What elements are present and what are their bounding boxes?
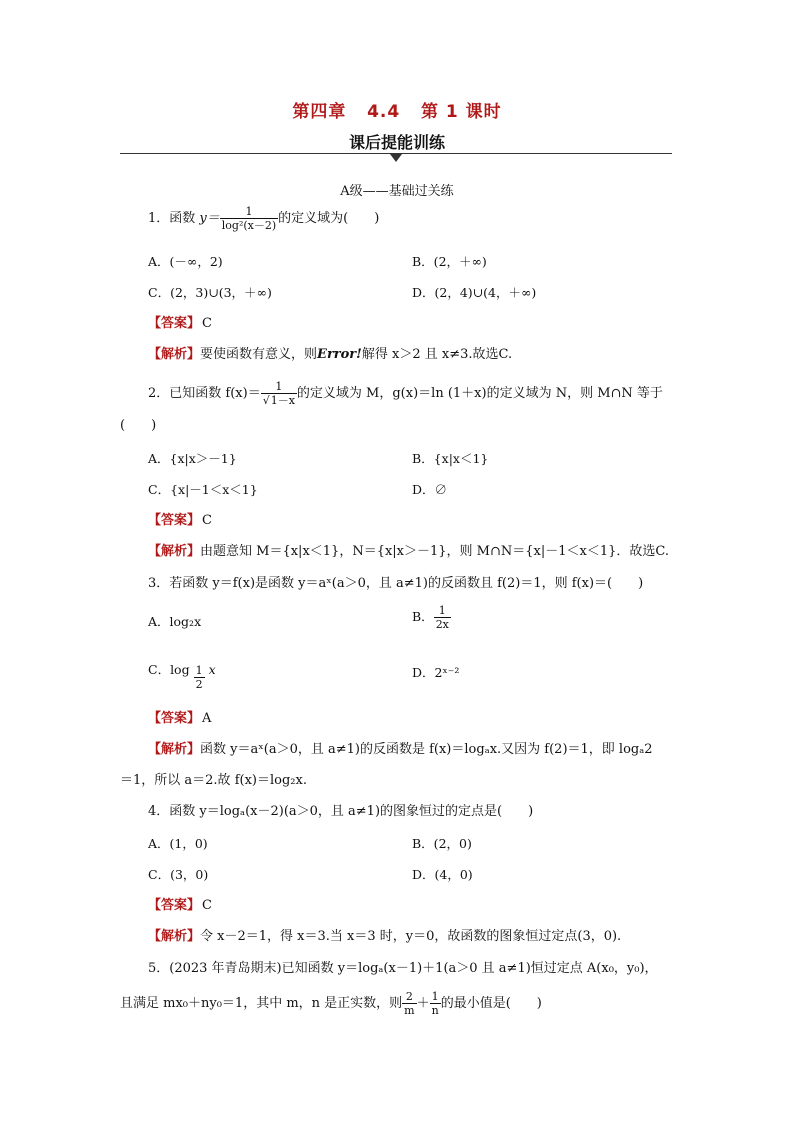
q2-option-d: D．∅ <box>412 482 448 497</box>
q4-option-b: B．(2，0) <box>412 836 472 851</box>
q4-option-a: A．(1，0) <box>148 836 208 851</box>
q4-analysis: 【解析】令 x－2＝1，得 x＝3.当 x＝3 时，y＝0，故函数的图象恒过定点(3，0). <box>148 929 622 944</box>
question-4: 4．函数 y＝logₐ(x－2)(a＞0，且 a≠1)的图象恒过的定点是( ) <box>148 804 534 819</box>
q5-continuation: 且满足 mx₀＋ny₀＝1，其中 m，n 是正实数，则 $\frac{2}{m}$ ＋ $\frac{1}{n}$ 的最小值是( ) <box>120 990 542 1017</box>
q3-option-a: A．log₂x <box>148 614 202 629</box>
q2-answer: 【答案】 C <box>148 513 212 528</box>
q1-option-a: A．(－∞，2) <box>148 254 223 269</box>
q5-fraction-1: $\frac{2}{m}$ <box>404 990 415 1017</box>
q4-option-c: C．(3，0) <box>148 867 209 882</box>
q1-fraction: $\frac{1}{\text{log²(x－2)}}$ <box>221 205 277 232</box>
q3-analysis: 【解析】函数 y＝aˣ(a＞0，且 a≠1)的反函数是 f(x)＝logₐx.又因为 f(2)＝1，即 logₐ2 <box>148 742 653 757</box>
q3-optb-fraction: $\frac{1}{2x}$ <box>435 604 449 631</box>
q3-option-b: B． $\frac{1}{2x}$ <box>412 604 449 631</box>
q2-option-b: B．{x|x＜1} <box>412 451 489 466</box>
q3-optc-base-fraction: $\frac{1}{2}$ <box>195 664 203 691</box>
q1-answer: 【答案】 C <box>148 316 212 331</box>
q4-answer: 【答案】 C <box>148 898 212 913</box>
q2-continuation: ( ) <box>120 418 157 433</box>
q2-option-c: C．{x|－1＜x＜1} <box>148 482 258 497</box>
q3-option-d: D．2ˣ⁻² <box>412 665 460 680</box>
question-5: 5．(2023 年青岛期末)已知函数 y＝logₐ(x－1)＋1(a＞0 且 a≠1)恒过定点 A(x₀，y₀)， <box>148 961 658 976</box>
question-1: 1．函数 y＝ $\frac{1}{\text{log²(x－2)}}$ 的定义域为( ) <box>148 205 380 232</box>
q2-option-a: A．{x|x＞－1} <box>148 451 237 466</box>
q5-fraction-2: $\frac{1}{n}$ <box>431 990 439 1017</box>
q2-fraction: $\frac{1}{√1-x}$ <box>262 380 295 407</box>
q3-analysis-continued: ＝1，所以 a＝2.故 f(x)＝log₂x. <box>120 773 307 788</box>
section-subtitle: 课后提能训练 <box>348 133 445 152</box>
q4-option-d: D．(4，0) <box>412 867 473 882</box>
question-3: 3．若函数 y＝f(x)是函数 y＝aˣ(a＞0，且 a≠1)的反函数且 f(2)＝1，则 f(x)＝( ) <box>148 576 644 591</box>
q3-option-c: C．log $\frac{1}{2}$ x <box>148 662 216 691</box>
level-heading: A级——基础过关练 <box>340 184 454 199</box>
q2-analysis: 【解析】由题意知 M＝{x|x＜1}，N＝{x|x＞－1}，则 M∩N＝{x|－1＜x＜1}．故选C. <box>148 544 669 559</box>
q1-option-d: D．(2，4)∪(4，＋∞) <box>412 285 537 300</box>
q1-option-b: B．(2，＋∞) <box>412 254 487 269</box>
question-2: 2．已知函数 f(x)＝ $\frac{1}{√1-x}$ 的定义域为 M，g(x)＝ln (1＋x)的定义域为 N，则 M∩N 等于 <box>148 380 663 407</box>
q1-analysis: 【解析】要使函数有意义，则Error!解得 x＞2 且 x≠3.故选C. <box>148 347 513 362</box>
triangle-marker-icon <box>390 154 402 162</box>
q1-option-c: C．(2，3)∪(3，＋∞) <box>148 285 272 300</box>
chapter-title: 第四章 4.4 第 1 课时 <box>292 102 502 122</box>
q3-answer: 【答案】 A <box>148 711 212 726</box>
